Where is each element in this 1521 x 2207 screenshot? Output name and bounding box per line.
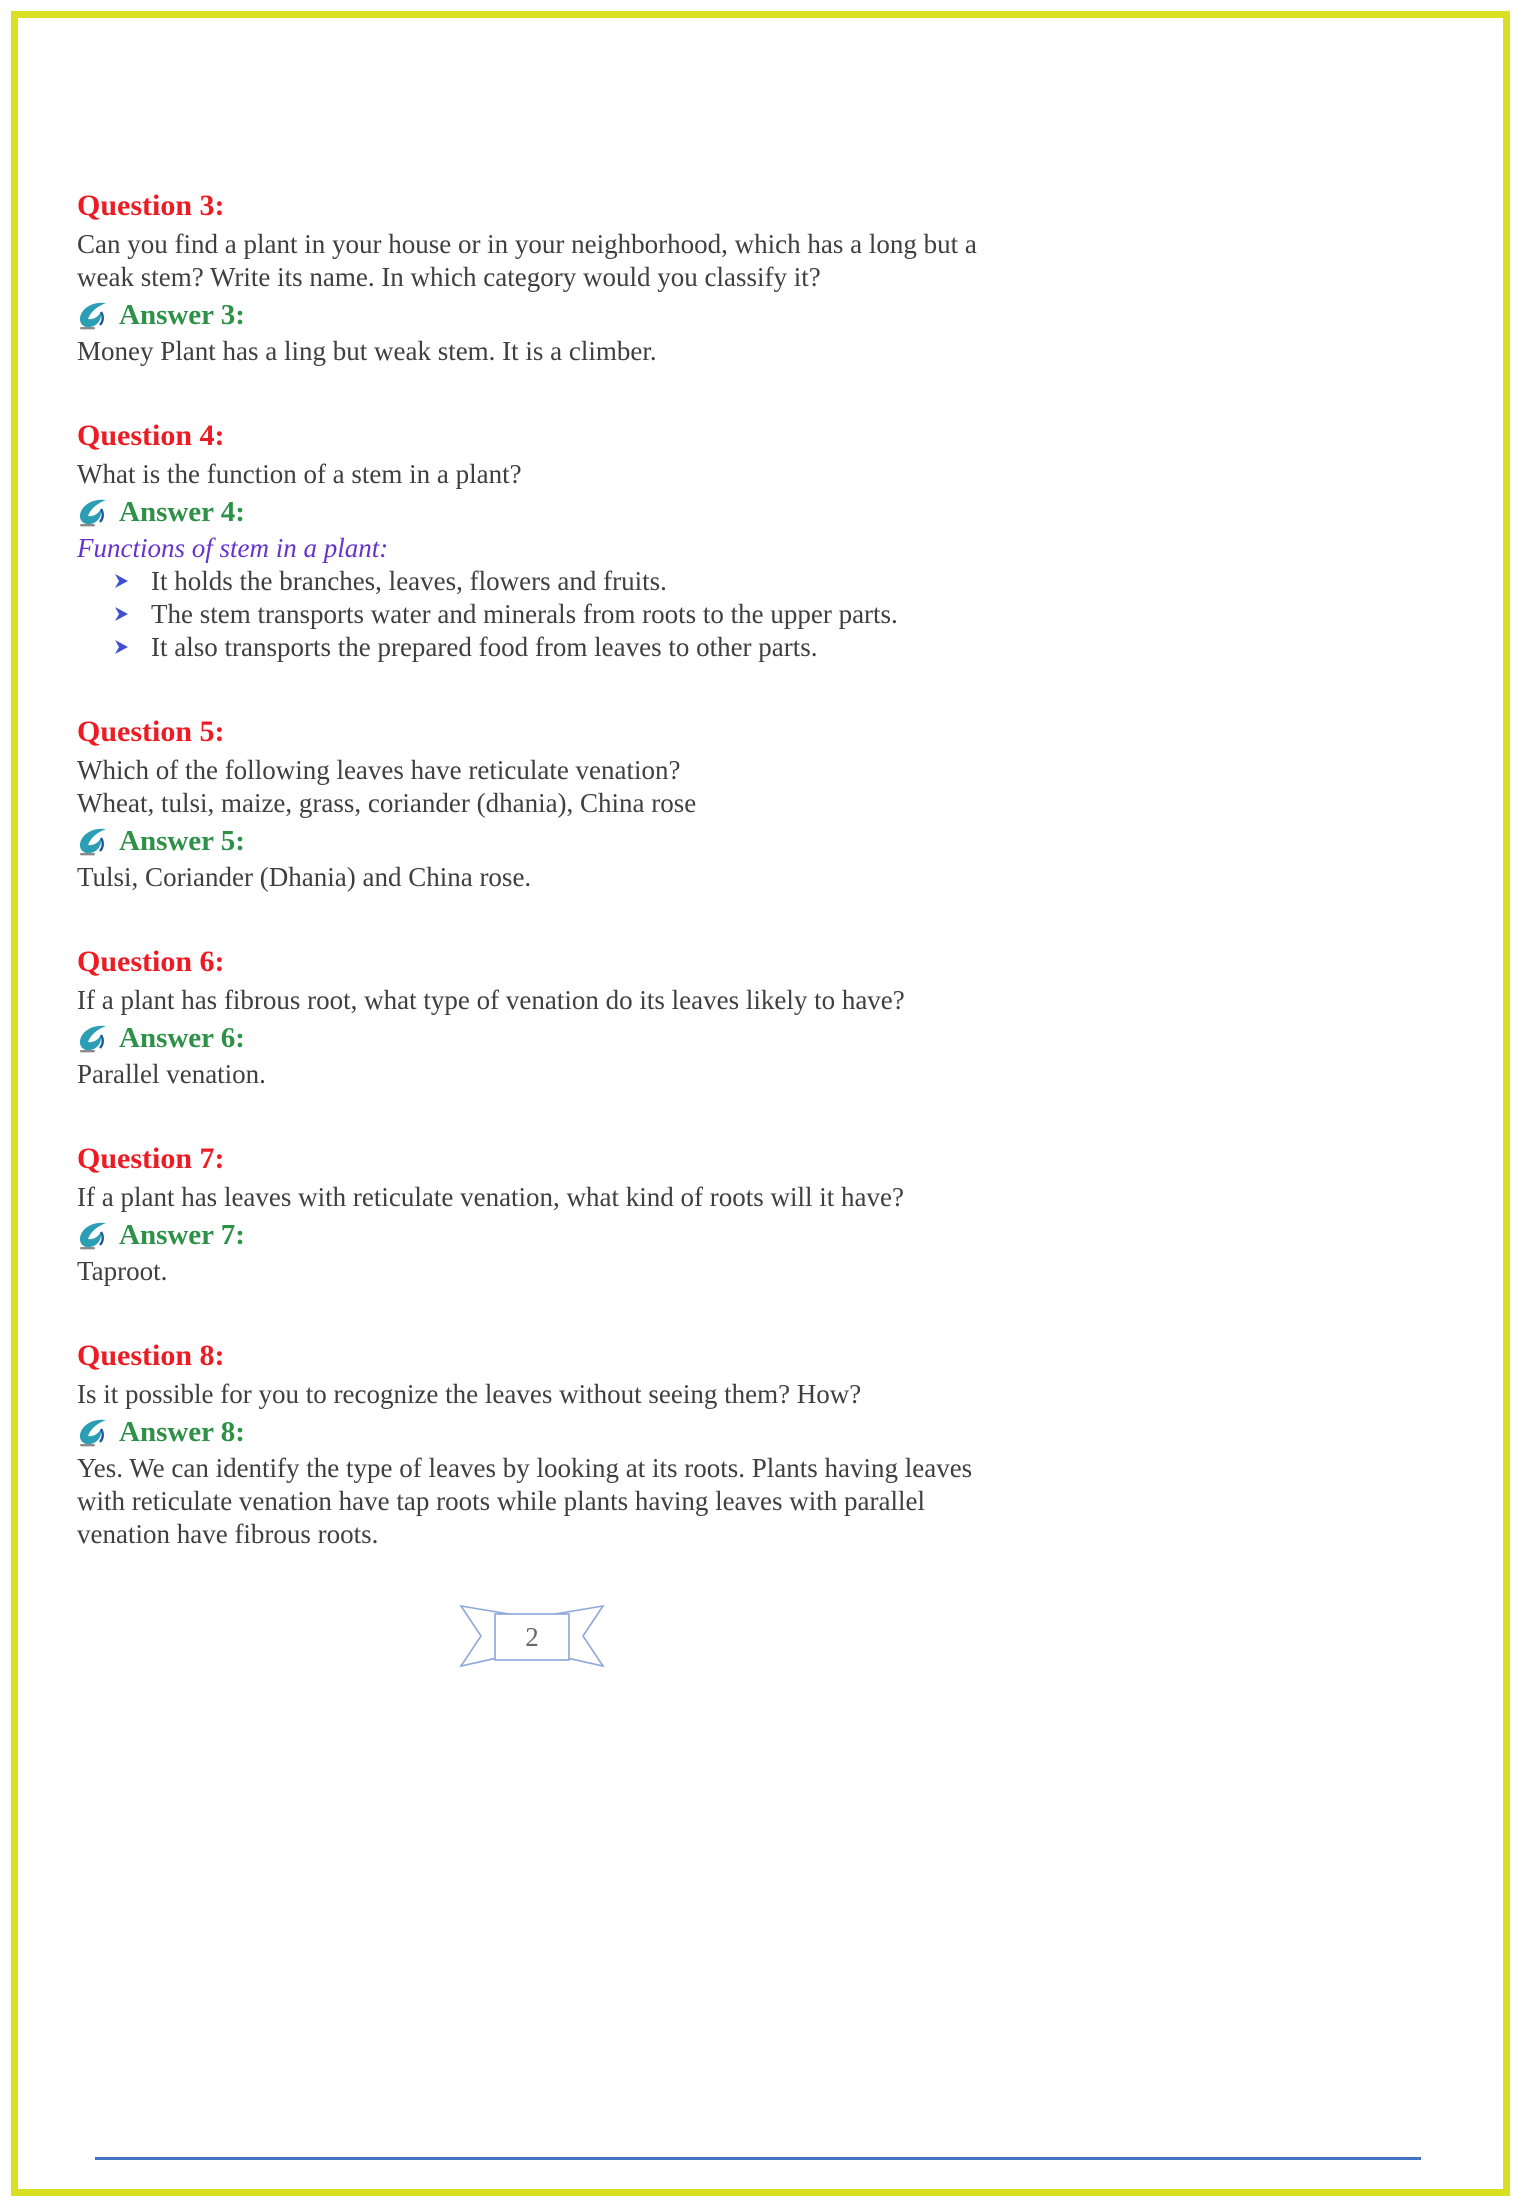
question-4-heading: Question 4: (77, 419, 225, 452)
answer-5-heading (77, 823, 987, 859)
list-item (113, 565, 987, 598)
answer-5-text: Tulsi, Coriander (Dhania) and China rose. (77, 862, 532, 892)
answer-5-label: Answer 5: (119, 825, 245, 857)
question-5-text-line-1: Which of the following leaves have reticulate venation? (77, 755, 681, 785)
question-8-text: Is it possible for you to recognize the leaves without seeing them? How? (77, 1379, 862, 1409)
brand-logo-icon (77, 1023, 109, 1053)
answer-3-label: Answer 3: (119, 299, 245, 331)
footer-divider-line (95, 2157, 1421, 2160)
document-content (77, 188, 987, 1671)
bullet-text: It also transports the prepared food from leaves to other parts. (151, 632, 818, 662)
question-7-heading: Question 7: (77, 1142, 225, 1175)
answer-3-text: Money Plant has a ling but weak stem. It is a climber. (77, 336, 657, 366)
page-number-ribbon (427, 1601, 637, 1671)
answer-7-label: Answer 7: (119, 1219, 245, 1251)
answer-6-heading (77, 1020, 987, 1056)
brand-logo-icon (77, 1220, 109, 1250)
question-5-text-line-2: Wheat, tulsi, maize, grass, coriander (dhania), China rose (77, 788, 697, 818)
answer-7-heading (77, 1217, 987, 1253)
answer-4-heading (77, 494, 987, 530)
answer-8-heading (77, 1414, 987, 1450)
question-6-heading: Question 6: (77, 945, 225, 978)
answer-8-label: Answer 8: (119, 1416, 245, 1448)
arrow-bullet-icon (113, 572, 135, 590)
qa-section-question-8 (77, 1338, 987, 1551)
question-7-text: If a plant has leaves with reticulate venation, what kind of roots will it have? (77, 1182, 904, 1212)
page-number: 2 (525, 1622, 539, 1652)
qa-section-question-3 (77, 188, 987, 368)
answer-4-intro: Functions of stem in a plant: (77, 533, 389, 563)
brand-logo-icon (77, 1417, 109, 1447)
question-3-text: Can you find a plant in your house or in your neighborhood, which has a long but a weak stem? Write its name. In which category would you classify it? (77, 229, 977, 292)
qa-section-question-5 (77, 714, 987, 894)
qa-section-question-4 (77, 418, 987, 664)
question-8-heading: Question 8: (77, 1339, 225, 1372)
answer-8-text: Yes. We can identify the type of leaves by looking at its roots. Plants having leaves with reticulate venation have tap roots while plants having leaves with parallel venation have fibrous roots. (77, 1453, 973, 1549)
brand-logo-icon (77, 300, 109, 330)
bullet-text: It holds the branches, leaves, flowers and fruits. (151, 566, 667, 596)
brand-logo-icon (77, 826, 109, 856)
question-5-heading: Question 5: (77, 715, 225, 748)
qa-section-question-7 (77, 1141, 987, 1288)
answer-4-bullet-list (77, 565, 987, 664)
answer-4-label: Answer 4: (119, 496, 245, 528)
question-3-heading: Question 3: (77, 189, 225, 222)
list-item (113, 631, 987, 664)
question-4-text: What is the function of a stem in a plant? (77, 459, 522, 489)
qa-section-question-6 (77, 944, 987, 1091)
answer-6-label: Answer 6: (119, 1022, 245, 1054)
answer-6-text: Parallel venation. (77, 1059, 266, 1089)
list-item (113, 598, 987, 631)
arrow-bullet-icon (113, 605, 135, 623)
arrow-bullet-icon (113, 638, 135, 656)
question-6-text: If a plant has fibrous root, what type of venation do its leaves likely to have? (77, 985, 905, 1015)
answer-3-heading (77, 297, 987, 333)
bullet-text: The stem transports water and minerals from roots to the upper parts. (151, 599, 898, 629)
brand-logo-icon (77, 497, 109, 527)
answer-7-text: Taproot. (77, 1256, 168, 1286)
